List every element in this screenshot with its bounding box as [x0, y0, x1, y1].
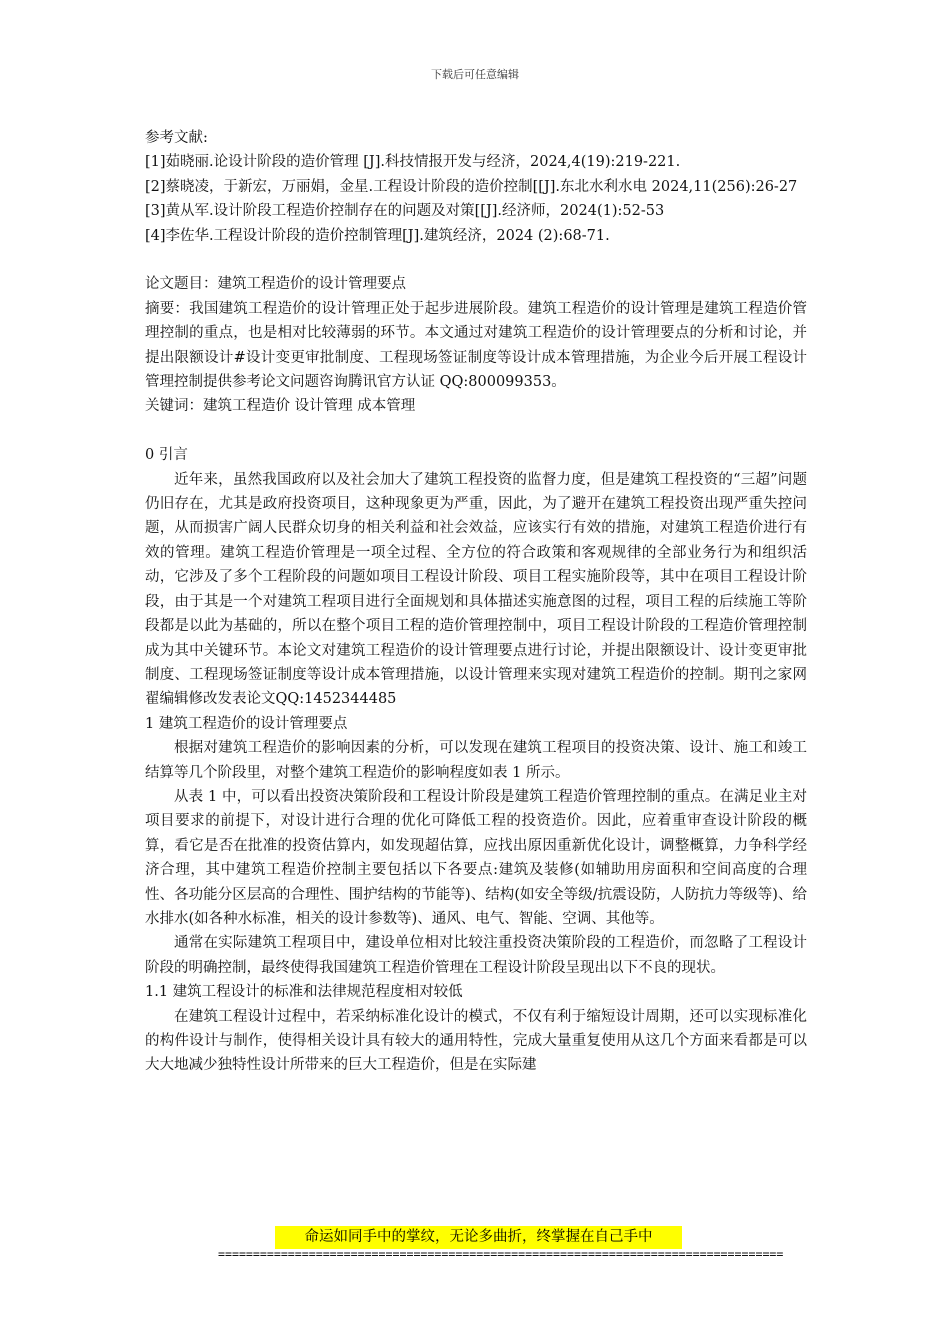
- section-paragraph: 从表 1 中，可以看出投资决策阶段和工程设计阶段是建筑工程造价管理控制的重点。在满足业主对项目要求的前提下，对设计进行合理的优化可降低工程的投资造价。因此，应着重审查设计阶段的概算，看它是否在批准的投资估算内，如发现超估算，应找出原因重新优化设计，调整概算，力争科学经济合理，其中建筑工程造价控制主要包括以下各要点:建筑及装修(如辅助用房面积和空间高度的合理性、各功能分区层高的合理性、围护结构的节能等)、结构(如安全等级/抗震设防，人防抗力等级等)、给水排水(如各种水标准，相关的设计参数等)、通风、电气、智能、空调、其他等。: [145, 788, 807, 927]
- section-heading: 1 建筑工程造价的设计管理要点: [145, 715, 348, 732]
- subsection-heading: 1.1 建筑工程设计的标准和法律规范程度相对较低: [145, 984, 463, 1001]
- spacer: [145, 419, 807, 443]
- reference-item: [1]茹晓丽.论设计阶段的造价管理 [J].科技情报开发与经济，2024,4(19):219-221.: [145, 154, 681, 171]
- page-header: 下载后可任意编辑: [431, 68, 519, 81]
- section-paragraph: 根据对建筑工程造价的影响因素的分析，可以发现在建筑工程项目的投资决策、设计、施工和竣工结算等几个阶段里，对整个建筑工程造价的影响程度如表 1 所示。: [145, 740, 807, 781]
- intro-heading: 0 引言: [145, 447, 188, 464]
- document-body: [145, 126, 807, 1078]
- reference-item: [4]李佐华.工程设计阶段的造价控制管理[J].建筑经济，2024 (2):68-71.: [145, 227, 610, 244]
- reference-item: [3]黄从军.设计阶段工程造价控制存在的问题及对策[[J].经济师，2024(1):52-53: [145, 203, 665, 220]
- spacer: [145, 248, 807, 272]
- references-heading: 参考文献:: [145, 130, 208, 146]
- footer-rule: =================================================================================: [218, 1247, 784, 1261]
- paper-title: 论文题目：建筑工程造价的设计管理要点: [145, 276, 406, 293]
- intro-paragraph: 近年来，虽然我国政府以及社会加大了建筑工程投资的监督力度，但是建筑工程投资的“三超”问题仍旧存在，尤其是政府投资项目，这种现象更为严重，因此，为了避开在建筑工程投资出现严重失控问题，从而损害广阔人民群众切身的相关利益和社会效益，应该实行有效的措施，对建筑工程造价进行有效的管理。建筑工程造价管理是一项全过程、全方位的符合政策和客观规律的全部业务行为和组织活动，它涉及了多个工程阶段的问题如项目工程设计阶段、项目工程实施阶段等，其中在项目工程设计阶段，由于其是一个对建筑工程项目进行全面规划和具体描述实施意图的过程，项目工程的后续施工等阶段都是以此为基础的，所以在整个项目工程的造价管理控制中，项目工程设计阶段的工程造价管理控制成为其中关键环节。本论文对建筑工程造价的设计管理要点进行讨论，并提出限额设计、设计变更审批制度、工程现场签证制度等设计成本管理措施，以设计管理来实现对建筑工程造价的控制。期刊之家网翟编辑修改发表论文QQ:1452344485: [145, 471, 807, 708]
- reference-item: [2]蔡晓凌，于新宏，万丽娟，金星.工程设计阶段的造价控制[[J].东北水利水电 2024,11(256):26-27: [145, 178, 798, 195]
- subsection-paragraph: 在建筑工程设计过程中，若采纳标准化设计的模式，不仅有利于缩短设计周期，还可以实现标准化的构件设计与制作，使得相关设计具有较大的通用特性，完成大量重复使用从这几个方面来看都是可以大大地减少独特性设计所带来的巨大工程造价，但是在实际建: [145, 1008, 807, 1074]
- section-paragraph: 通常在实际建筑工程项目中，建设单位相对比较注重投资决策阶段的工程造价，而忽略了工程设计阶段的明确控制，最终使得我国建筑工程造价管理在工程设计阶段呈现出以下不良的现状。: [145, 935, 807, 976]
- footer-slogan: 命运如同手中的掌纹，无论多曲折，终掌握在自己手中: [275, 1226, 682, 1249]
- abstract: 摘要：我国建筑工程造价的设计管理正处于起步进展阶段。建筑工程造价的设计管理是建筑工程造价管理控制的重点，也是相对比较薄弱的环节。本文通过对建筑工程造价的设计管理要点的分析和讨论，并提出限额设计#设计变更审批制度、工程现场签证制度等设计成本管理措施，为企业今后开展工程设计管理控制提供参考论文问题咨询腾讯官方认证 QQ:800099353。: [145, 300, 807, 391]
- keywords: 关键词：建筑工程造价 设计管理 成本管理: [145, 398, 416, 415]
